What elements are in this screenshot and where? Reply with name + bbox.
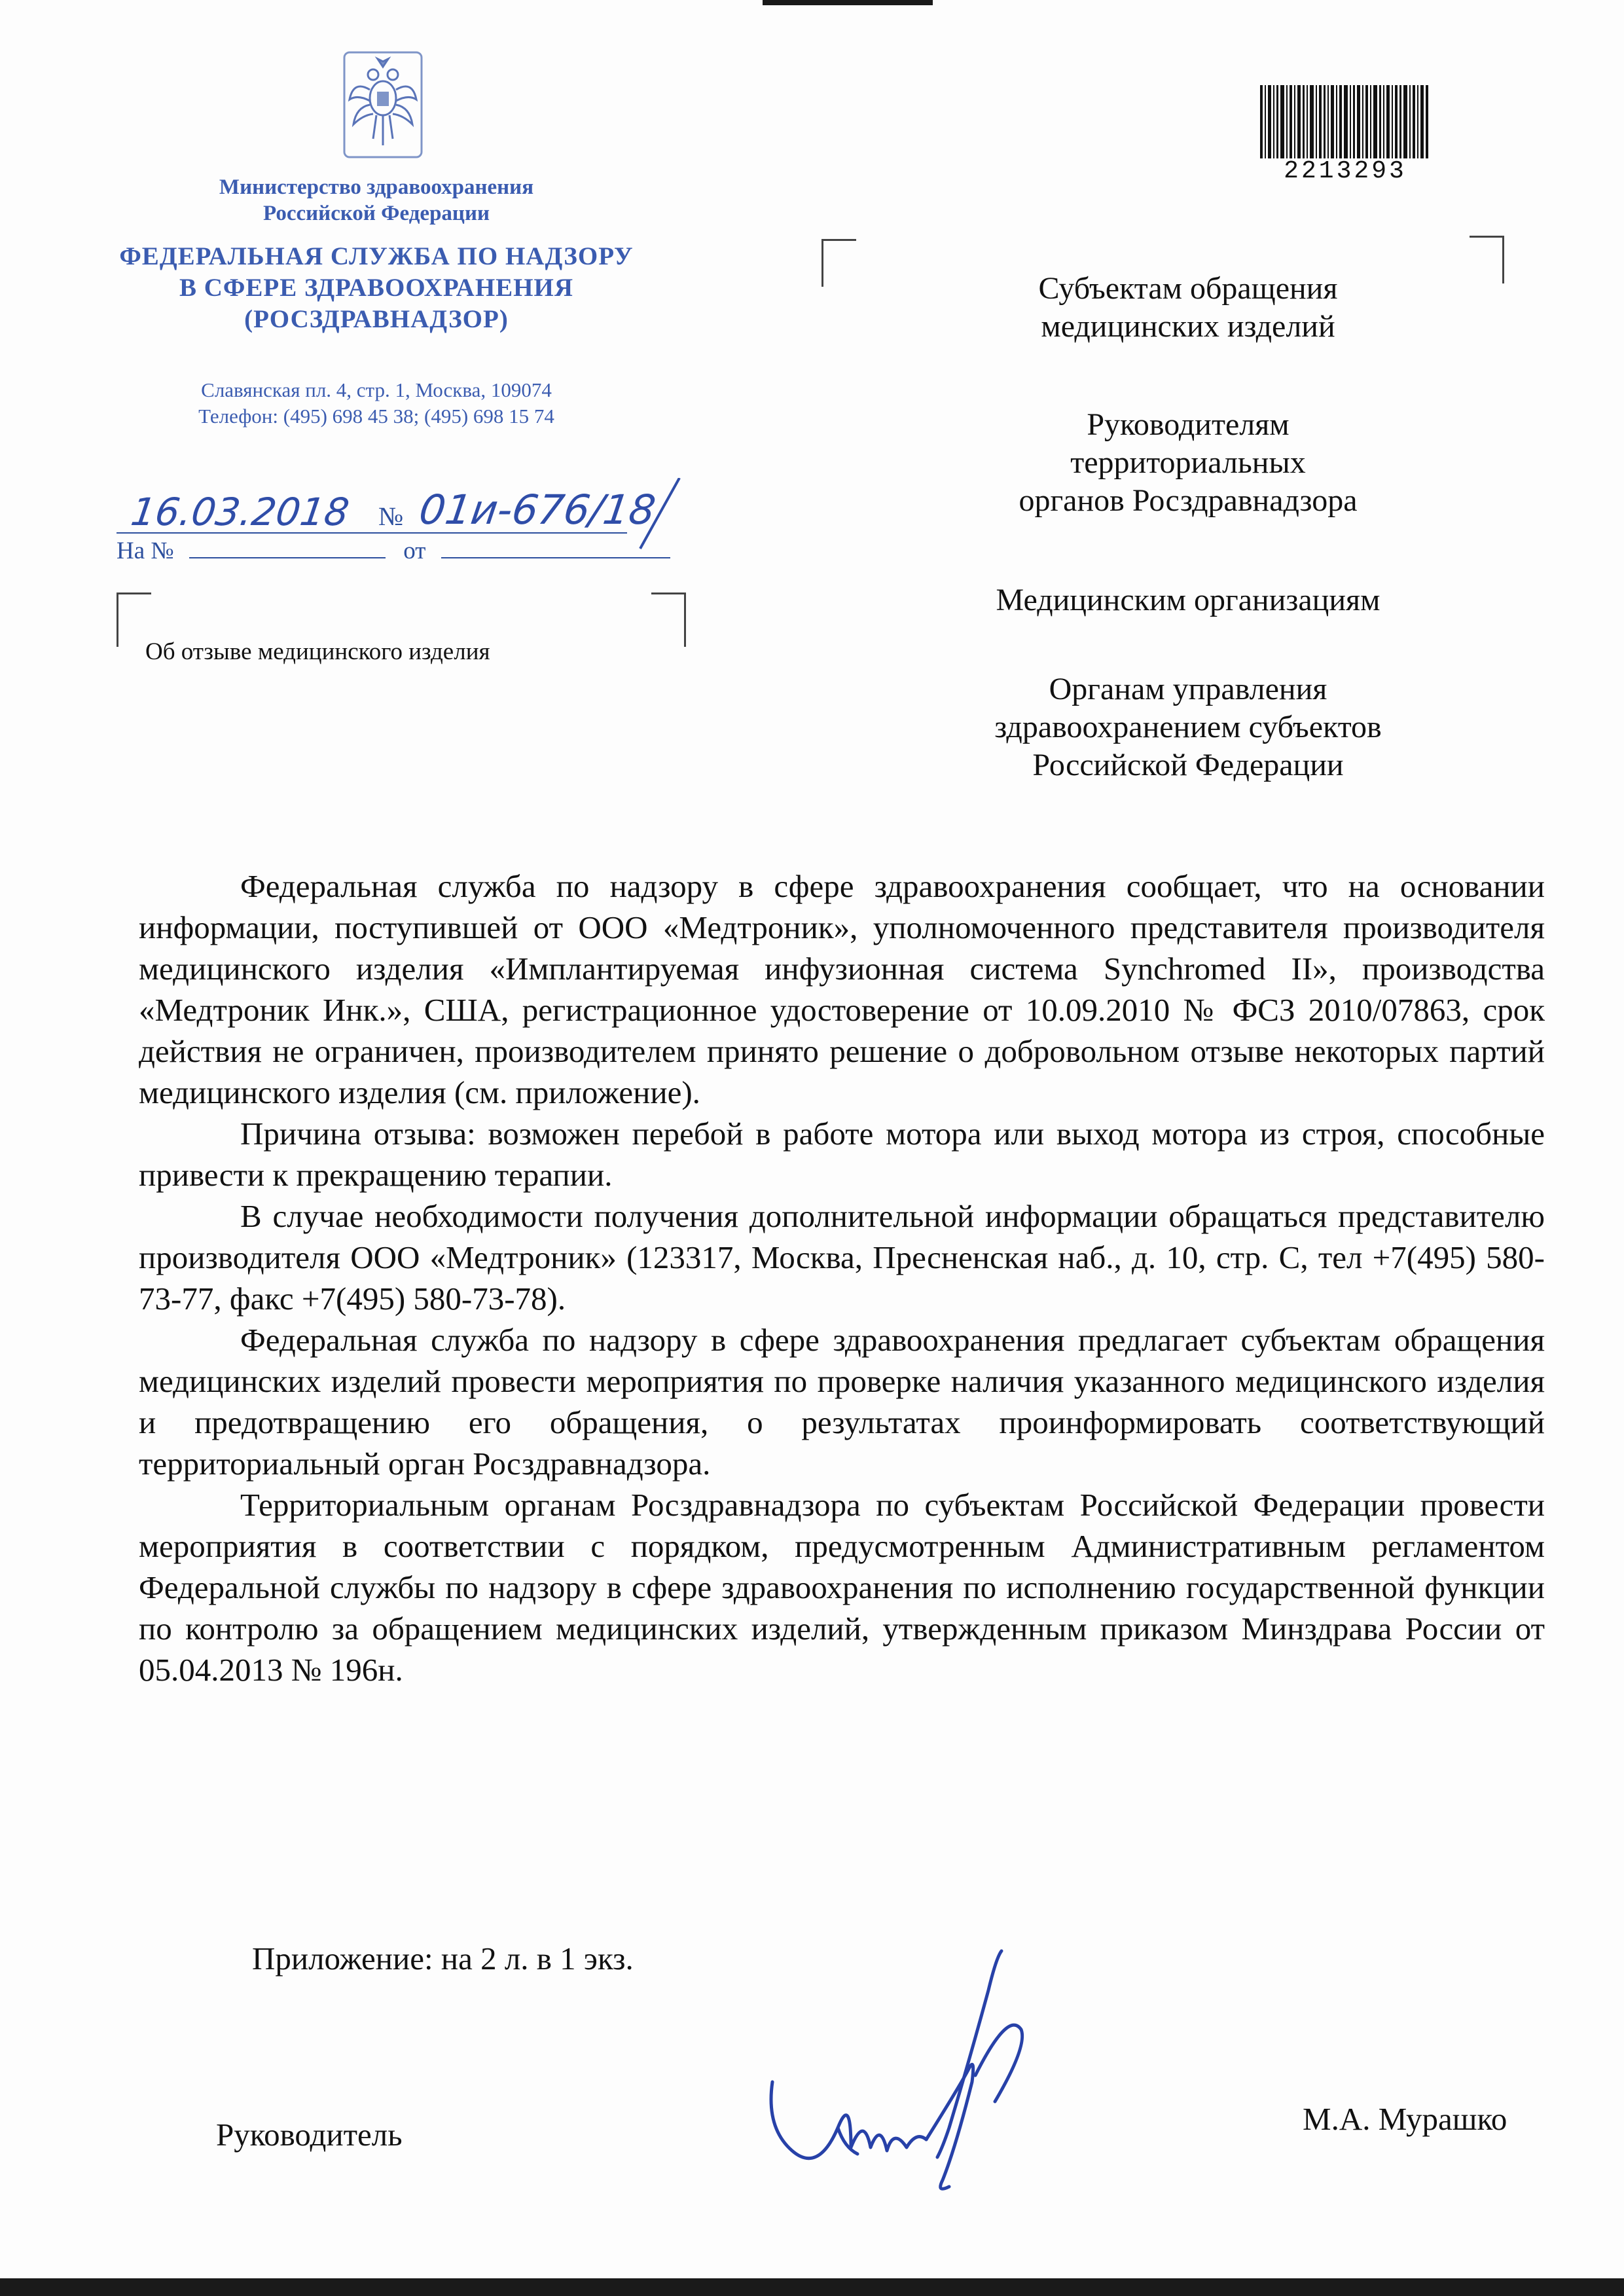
reference-number-blank <box>189 538 386 558</box>
reference-label: На № <box>117 538 174 564</box>
appendix-note: Приложение: на 2 л. в 1 экз. <box>252 1941 634 1977</box>
signer-position: Руководитель <box>216 2117 403 2153</box>
address-line: Славянская пл. 4, стр. 1, Москва, 109074 <box>201 378 552 401</box>
addressee-line: Руководителям <box>1087 407 1290 442</box>
addressee-group-2 <box>900 406 1476 520</box>
addressee-line: здравоохранением субъектов <box>994 710 1382 744</box>
body-paragraph: Федеральная служба по надзору в сфере здравоохранения предлагает субъектам обращения медицинских изделий провести мероприятия по проверке наличия указанного медицинского изделия и предотвращению его обращения, о результатах проинформировать соответствующий территориальный орган Росздравнадзора. <box>139 1322 1545 1482</box>
scan-bottom-edge <box>0 2278 1624 2296</box>
letter-subject: Об отзыве медицинского изделия <box>145 638 490 665</box>
reference-date-blank <box>441 538 670 558</box>
addressee-line: органов Росздравнадзора <box>1019 483 1358 518</box>
ministry-name <box>98 174 655 227</box>
body-paragraph: Федеральная служба по надзору в сфере здравоохранения сообщает, что на основании информации, поступившей от ООО «Медтроник», уполномоченного представителя производителя медицинского изделия «Имплантируемая инфузионная система Synchromed II», производства «Медтроник Инк.», США, регистрационное удостоверение от 10.09.2010 № ФСЗ 2010/07863, срок действия не ограничен, производителем принято решение о добровольном отзыве некоторых партий медицинского изделия (см. приложение). <box>139 868 1545 1110</box>
scan-edge-mark <box>763 0 933 5</box>
addressee-line: медицинских изделий <box>1041 309 1335 344</box>
addressee-line: Российской Федерации <box>1032 748 1344 782</box>
registration-date: 16.03.2018 <box>128 490 352 534</box>
addressee-bracket-left <box>821 239 856 287</box>
number-sign: № <box>378 501 404 531</box>
phone-line: Телефон: (495) 698 45 38; (495) 698 15 74 <box>198 405 554 428</box>
subject-bracket-right <box>651 592 686 647</box>
addressee-group-3 <box>900 581 1476 619</box>
addressee-group-4 <box>900 670 1476 784</box>
coat-of-arms-icon <box>340 47 425 162</box>
letter-body <box>139 866 1545 1690</box>
ministry-line-1: Министерство здравоохранения <box>219 175 534 199</box>
addressee-line: Медицинским организациям <box>996 583 1380 617</box>
addressee-line: Субъектам обращения <box>1038 271 1338 306</box>
agency-name <box>98 241 655 335</box>
addressee-line: территориальных <box>1070 445 1306 480</box>
body-paragraph: Причина отзыва: возможен перебой в работе мотора или выход мотора из строя, способные привести к прекращению терапии. <box>139 1116 1545 1193</box>
ministry-line-2: Российской Федерации <box>263 202 490 225</box>
agency-line-1: ФЕДЕРАЛЬНАЯ СЛУЖБА ПО НАДЗОРУ <box>119 242 634 270</box>
addressee-group-1 <box>900 270 1476 346</box>
agency-address <box>98 377 655 429</box>
reference-from-label: от <box>403 538 426 564</box>
body-paragraph: В случае необходимости получения дополнительной информации обращаться представителю производителя ООО «Медтроник» (123317, Москва, Пресненская наб., д. 10, стр. С, тел +7(495) 580-73-77, факс +7(495) 580-73-78). <box>139 1198 1545 1317</box>
reference-line <box>117 537 670 565</box>
registration-number: 01и-676/18 <box>416 486 659 534</box>
agency-line-3: (РОСЗДРАВНАДЗОР) <box>244 305 509 333</box>
barcode <box>1260 85 1430 164</box>
handwritten-signature <box>753 1931 1113 2213</box>
signer-name: М.А. Мурашко <box>1303 2101 1507 2137</box>
barcode-number: 2213293 <box>1284 157 1407 185</box>
body-paragraph: Территориальным органам Росздравнадзора по субъектам Российской Федерации провести мероприятия в соответствии с порядком, предусмотренным Административным регламентом Федеральной службы по надзору в сфере здравоохранения по исполнению государственной функции по контролю за обращением медицинских изделий, утвержденным приказом Минздрава России от 05.04.2013 № 196н. <box>139 1487 1545 1688</box>
addressee-line: Органам управления <box>1049 672 1327 706</box>
agency-line-2: В СФЕРЕ ЗДРАВООХРАНЕНИЯ <box>179 274 574 302</box>
